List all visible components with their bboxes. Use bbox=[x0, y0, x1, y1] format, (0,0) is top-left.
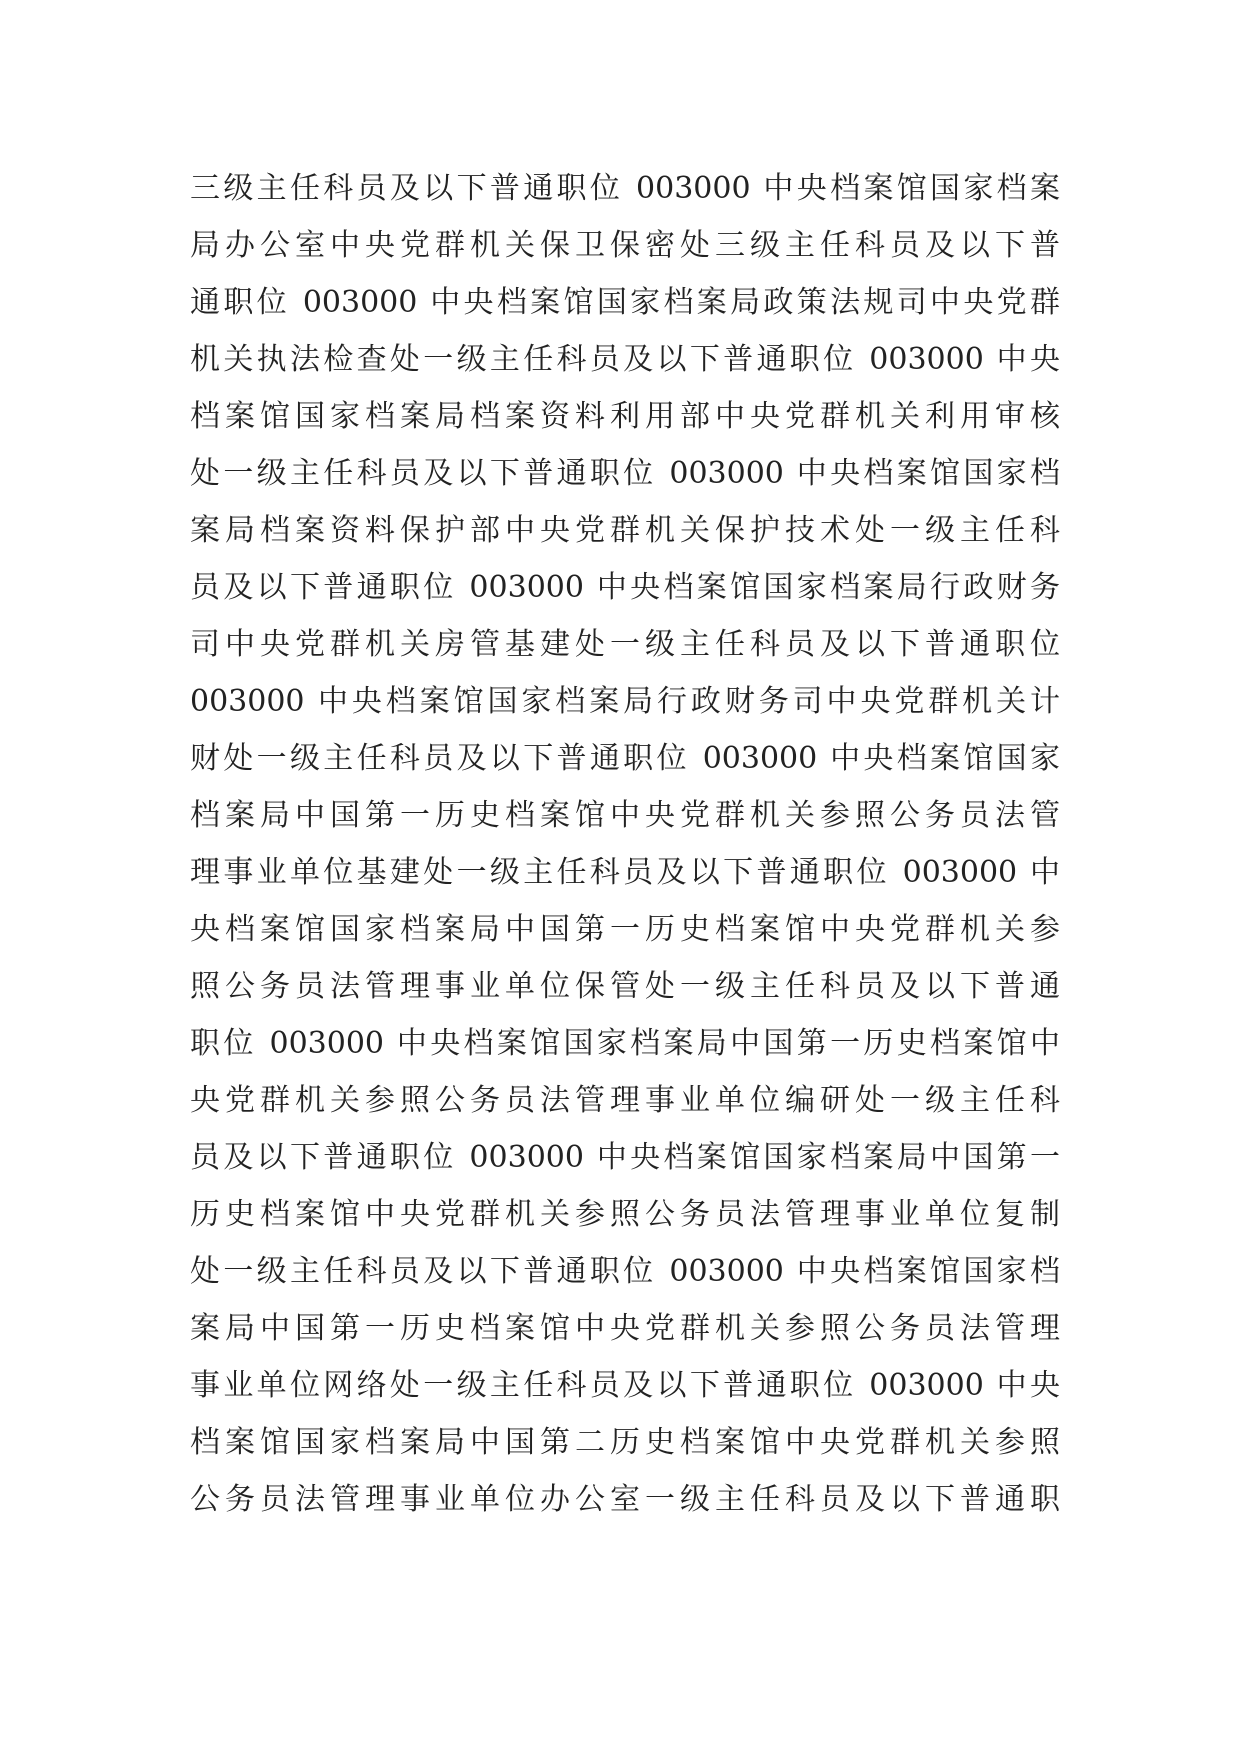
text-line: 职位 003000 中央档案馆国家档案局中国第一历史档案馆中 bbox=[190, 1026, 1060, 1061]
text-line: 局办公室中央党群机关保卫保密处三级主任科员及以下普 bbox=[190, 228, 1060, 263]
text-line: 档案馆国家档案局档案资料利用部中央党群机关利用审核 bbox=[190, 399, 1060, 434]
text-line: 财处一级主任科员及以下普通职位 003000 中央档案馆国家 bbox=[190, 741, 1060, 776]
text-line: 案局档案资料保护部中央党群机关保护技术处一级主任科 bbox=[190, 513, 1060, 548]
text-line: 理事业单位基建处一级主任科员及以下普通职位 003000 中 bbox=[190, 855, 1060, 890]
text-line: 央档案馆国家档案局中国第一历史档案馆中央党群机关参 bbox=[190, 912, 1060, 947]
text-line: 处一级主任科员及以下普通职位 003000 中央档案馆国家档 bbox=[190, 1254, 1060, 1289]
text-line: 处一级主任科员及以下普通职位 003000 中央档案馆国家档 bbox=[190, 456, 1060, 491]
text-line: 央党群机关参照公务员法管理事业单位编研处一级主任科 bbox=[190, 1083, 1060, 1118]
text-line: 照公务员法管理事业单位保管处一级主任科员及以下普通 bbox=[190, 969, 1060, 1004]
text-line: 历史档案馆中央党群机关参照公务员法管理事业单位复制 bbox=[190, 1197, 1060, 1232]
body-text bbox=[190, 160, 1060, 1528]
text-line: 003000 中央档案馆国家档案局行政财务司中央党群机关计 bbox=[190, 684, 1060, 719]
text-line: 通职位 003000 中央档案馆国家档案局政策法规司中央党群 bbox=[190, 285, 1060, 320]
text-line: 档案馆国家档案局中国第二历史档案馆中央党群机关参照 bbox=[190, 1425, 1060, 1460]
text-line: 公务员法管理事业单位办公室一级主任科员及以下普通职 bbox=[190, 1482, 1060, 1517]
text-line: 机关执法检查处一级主任科员及以下普通职位 003000 中央 bbox=[190, 342, 1060, 377]
text-line: 案局中国第一历史档案馆中央党群机关参照公务员法管理 bbox=[190, 1311, 1060, 1346]
text-line: 司中央党群机关房管基建处一级主任科员及以下普通职位 bbox=[190, 627, 1060, 662]
text-line: 档案局中国第一历史档案馆中央党群机关参照公务员法管 bbox=[190, 798, 1060, 833]
text-line: 三级主任科员及以下普通职位 003000 中央档案馆国家档案 bbox=[190, 171, 1060, 206]
text-line: 员及以下普通职位 003000 中央档案馆国家档案局中国第一 bbox=[190, 1140, 1060, 1175]
text-line: 事业单位网络处一级主任科员及以下普通职位 003000 中央 bbox=[190, 1368, 1060, 1403]
text-line: 员及以下普通职位 003000 中央档案馆国家档案局行政财务 bbox=[190, 570, 1060, 605]
